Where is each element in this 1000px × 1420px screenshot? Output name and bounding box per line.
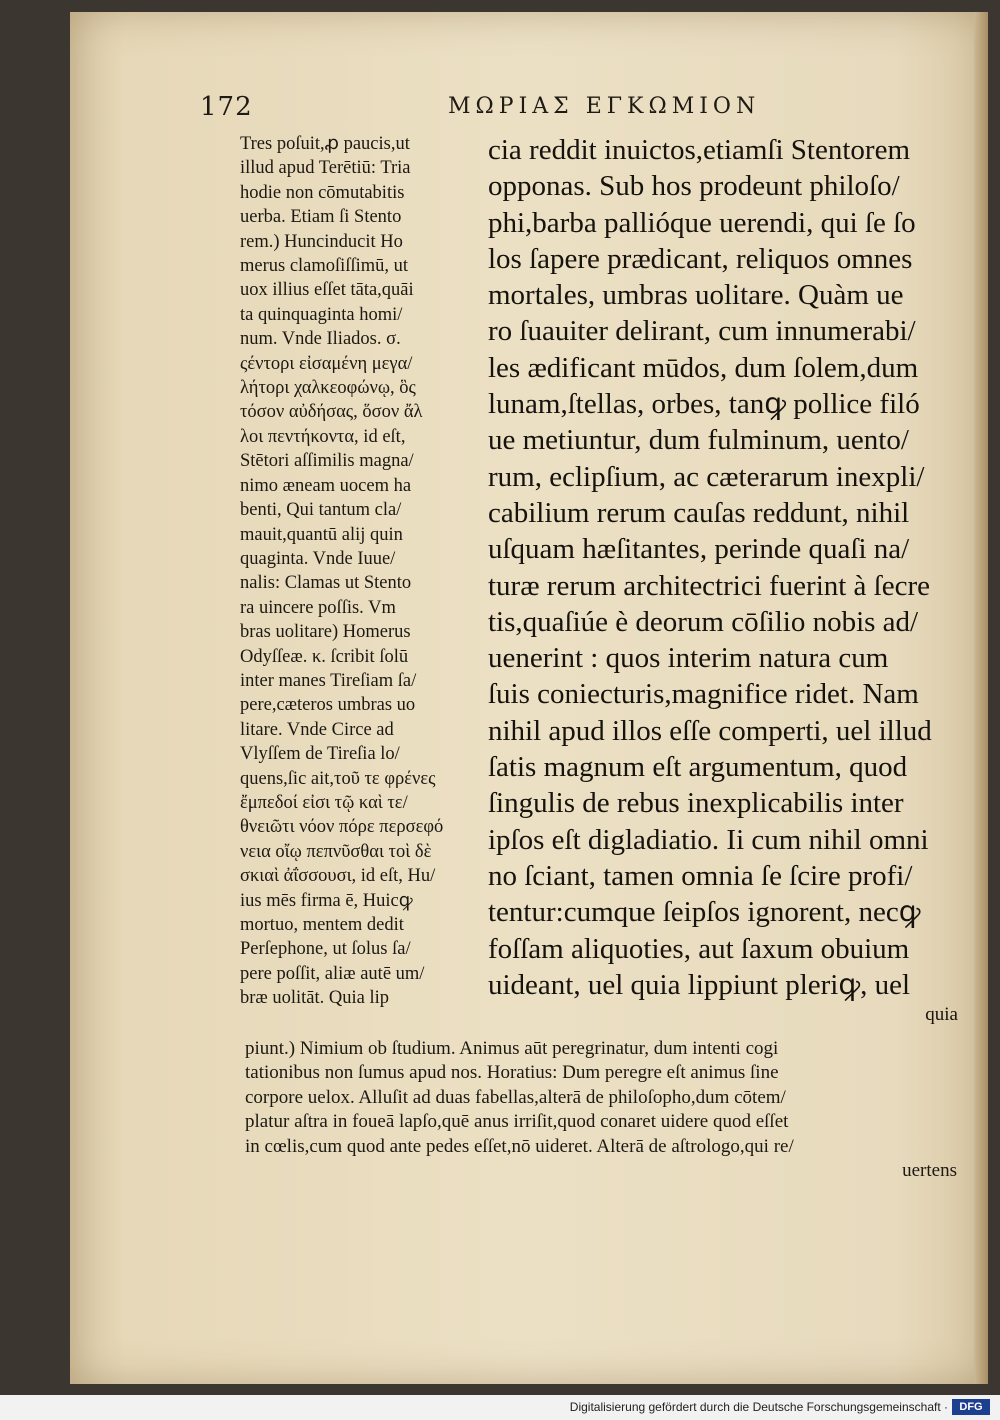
text-line: ipſos eſt digladiatio. Ii cum nihil omni: [488, 823, 929, 856]
gloss-line: litare. Vnde Circe ad: [240, 719, 394, 740]
gloss-line: Vlyſſem de Tireſia lo/: [240, 744, 400, 765]
text-line: tentur:cumque ſeipſos ignorent, necꝙ: [488, 896, 921, 929]
gloss-line: λήτορι χαλκεοφώνῳ, ὃς: [240, 378, 416, 399]
gloss-line: benti, Qui tantum cla/: [240, 500, 402, 521]
gloss-line: rem.) Huncinducit Ho: [240, 231, 403, 252]
text-line: tis,quaſiúe è deorum cōſilio nobis ad/: [488, 605, 919, 638]
text-line: ſatis magnum eſt argumentum, quod: [488, 751, 908, 784]
text-line: lunam,ſtellas, orbes, tanꝙ pollice filó: [488, 388, 920, 421]
text-line: les ædificant mūdos, dum ſolem,dum: [488, 351, 919, 384]
gloss-line: pere,cæteros umbras uo: [240, 695, 416, 716]
text-line: los ſapere prædicant, reliquos omnes: [488, 242, 913, 275]
text-line: opponas. Sub hos prodeunt philoſo/: [488, 170, 900, 203]
gloss-line: piunt.) Nimium ob ſtudium. Animus aūt peregrinatur, dum intenti cogi: [245, 1038, 779, 1059]
gloss-line: Tres poſuit,ꝓ paucis,ut: [240, 134, 410, 154]
text-line: ue metiuntur, dum fulminum, uento/: [488, 424, 909, 457]
bottom-gloss: [245, 1037, 957, 1183]
gloss-line: nimo æneam uocem ha: [240, 475, 412, 496]
gloss-line: tationibus non ſumus apud nos. Horatius: Dum peregre eſt animus ſine: [245, 1062, 779, 1084]
gloss-line: Odyſſeæ. κ. ſcribit ſolū: [240, 646, 409, 667]
text-line: uſquam hæſitantes, perinde quaſi na/: [488, 533, 910, 566]
marginal-gloss: [240, 132, 490, 1011]
catchword: uertens: [902, 1160, 957, 1182]
text-line: ro ſuauiter delirant, cum innumerabi/: [488, 315, 916, 348]
text-line: uenerint : quos interim natura cum: [488, 642, 889, 675]
text-line: foſſam aliquoties, aut ſaxum obuium: [488, 932, 910, 965]
gloss-line: nalis: Clamas ut Stento: [240, 573, 412, 594]
text-line: mortales, umbras uolitare. Quàm ue: [488, 279, 904, 312]
gloss-line: λοι πεντήκοντα, id eſt,: [240, 426, 406, 447]
gloss-line: θνειῶτι νόον πόρε περσεφό: [240, 817, 444, 838]
text-line: turæ rerum architectrici fuerint à ſecre: [488, 569, 931, 602]
text-line: cia reddit inuictos,etiamſi Stentorem: [488, 134, 911, 166]
gloss-line: quaginta. Vnde Iuue/: [240, 548, 396, 569]
page-number: 172: [200, 92, 253, 122]
text-line: nihil apud illos eſſe comperti, uel illud: [488, 714, 932, 747]
gloss-line: num. Vnde Iliados. σ.: [240, 329, 401, 350]
gloss-line: ra uincere poſſis. Vm: [240, 597, 396, 618]
page-edge: [974, 12, 988, 1384]
text-line: ſingulis de rebus inexplicabilis inter: [488, 787, 904, 820]
catchword: quia: [925, 1004, 958, 1026]
gloss-line: merus clamoſiſſimū, ut: [240, 256, 409, 277]
gloss-line: mortuo, mentem dedit: [240, 915, 404, 935]
gloss-line: τόσον αὐδήσας, ὅσον ἄλ: [240, 402, 423, 423]
gloss-line: in cœlis,cum quod ante pedes eſſet,nō uideret. Alterā de aſtrologo,qui re/: [245, 1135, 794, 1157]
gloss-line: platur aſtra in foueā lapſo,quē anus irriſit,quod conaret uidere quod eſſet: [245, 1111, 789, 1133]
gloss-line: hodie non cōmutabitis: [240, 182, 405, 203]
gloss-line: Perſephone, ut ſolus ſa/: [240, 939, 411, 960]
gloss-line: corpore uelox. Alluſit ad duas fabellas,alterā de philoſopho,dum cōtem/: [245, 1086, 786, 1108]
gloss-line: Stētori aſſimilis magna/: [240, 451, 414, 472]
gloss-line: pere poſſit, aliæ autē um/: [240, 963, 425, 984]
running-head: ΜΩΡΙΑΣ ΕΓΚΩΜΙΟΝ: [448, 94, 761, 119]
gloss-line: ἔμπεδοί εἰσι τῷ καὶ τε/: [240, 792, 408, 813]
text-line: uideant, uel quia lippiunt pleriꝙ, uel: [488, 968, 911, 1001]
gloss-line: bras uolitare) Homerus: [240, 622, 411, 643]
gloss-line: inter manes Tireſiam ſa/: [240, 670, 417, 691]
digitization-footer: [0, 1395, 1000, 1420]
gloss-line: σκιαὶ ἀΐσσουσι, id eſt, Hu/: [240, 866, 436, 887]
text-line: phi,barba pallióque uerendi, qui ſe ſo: [488, 206, 916, 239]
gloss-line: uox illius eſſet tāta,quāi: [240, 280, 414, 301]
gloss-line: νεια οἴῳ πεπνῦσθαι τοὶ δὲ: [240, 841, 432, 862]
gloss-line: ςέντορι εἰσαμένη μεγα/: [240, 353, 413, 374]
main-text: [488, 132, 958, 1027]
gloss-line: quens,ſic ait,τοῦ τε φρένες: [240, 768, 436, 789]
text-line: no ſciant, tamen omnia ſe ſcire profi/: [488, 859, 913, 892]
gloss-line: uerba. Etiam ſi Stento: [240, 207, 402, 228]
gloss-line: ius mēs firma ē, Huicꝙ: [240, 890, 413, 911]
gloss-line: illud apud Terētiū: Tria: [240, 158, 411, 179]
gloss-line: bræ uolitāt. Quia lip: [240, 988, 390, 1009]
text-line: rum, eclipſium, ac cæterarum inexpli/: [488, 460, 925, 493]
dfg-logo: DFG: [952, 1399, 990, 1415]
gloss-line: ta quinquaginta homi/: [240, 304, 403, 325]
text-line: ſuis coniecturis,magnifice ridet. Nam: [488, 678, 919, 711]
text-line: cabilium rerum cauſas reddunt, nihil: [488, 496, 910, 529]
gloss-line: mauit,quantū alij quin: [240, 524, 403, 545]
footer-credit: Digitalisierung gefördert durch die Deutsche Forschungsgemeinschaft ·: [569, 1400, 948, 1414]
